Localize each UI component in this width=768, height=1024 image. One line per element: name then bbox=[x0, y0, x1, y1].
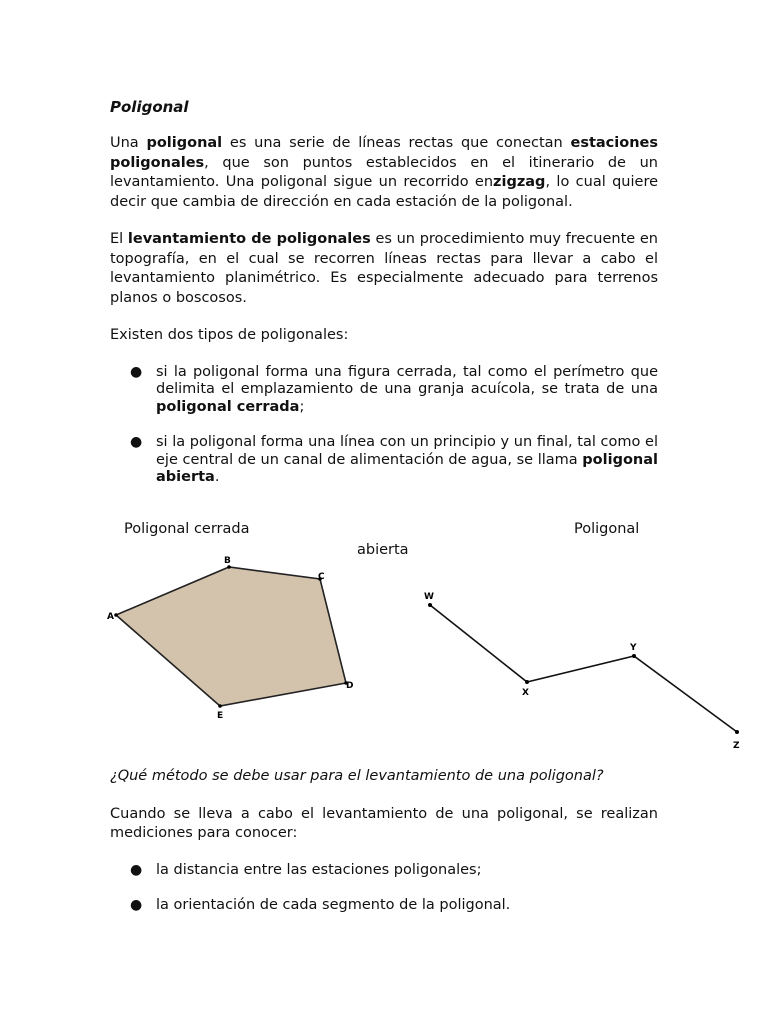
list-item bbox=[110, 897, 658, 915]
caption-open-polygon-cont: abierta bbox=[357, 542, 409, 558]
bold-term: poligonal abierta bbox=[156, 451, 658, 485]
station-label-b: B bbox=[224, 556, 231, 566]
text-run: ; bbox=[299, 398, 305, 415]
paragraph-measurements: Cuando se lleva a cabo el levantamiento de una poligonal, se realizan mediciones para conocer: bbox=[110, 805, 658, 841]
section-title: Poligonal bbox=[110, 98, 189, 116]
station-label-e: E bbox=[217, 711, 224, 721]
bold-term: levantamiento de poligonales bbox=[127, 231, 371, 247]
station-label-w: W bbox=[424, 592, 434, 602]
polygon-figures bbox=[0, 552, 768, 772]
paragraph-survey bbox=[110, 230, 658, 308]
paragraph-definition bbox=[110, 134, 658, 212]
closed-polygon-figure bbox=[107, 556, 353, 721]
text-run: la orientación de cada segmento de la poligonal. bbox=[156, 897, 511, 913]
station-point bbox=[428, 603, 432, 607]
station-label-z: Z bbox=[733, 741, 740, 751]
caption-open-polygon: Poligonal bbox=[574, 521, 640, 537]
caption-closed-polygon: Poligonal cerrada bbox=[124, 521, 250, 537]
station-label-x: X bbox=[522, 688, 529, 698]
station-point bbox=[735, 730, 739, 734]
station-label-c: C bbox=[318, 572, 325, 582]
bullet-icon: ● bbox=[130, 363, 143, 380]
text-run: si la poligonal forma una figura cerrada, tal como el perímetro que delimita el emplazamiento de una granja acuícola, se trata de una bbox=[156, 363, 658, 397]
text-run: la distancia entre las estaciones poligonales; bbox=[156, 861, 482, 878]
bold-term: poligonal bbox=[146, 135, 223, 151]
station-point bbox=[632, 654, 636, 658]
bold-term: estaciones poligonales bbox=[110, 135, 658, 171]
station-point bbox=[525, 680, 529, 684]
bold-term: zigzag bbox=[493, 174, 546, 190]
types-list bbox=[110, 364, 658, 487]
list-item bbox=[110, 364, 658, 417]
bullet-icon: ● bbox=[130, 897, 143, 913]
measurements-list bbox=[110, 862, 658, 915]
text-run: , que son puntos establecidos en el itinerario de un levantamiento. Una poligonal sigue un recorrido en bbox=[110, 154, 658, 190]
paragraph-types-intro: Existen dos tipos de poligonales: bbox=[110, 327, 349, 343]
text-run: El bbox=[110, 231, 128, 247]
document-body-lower bbox=[110, 767, 658, 933]
text-run: . bbox=[214, 469, 220, 485]
text-run: si la poligonal forma una línea con un principio y un final, tal como el eje central de un canal de alimentación de agua, se llama bbox=[156, 434, 658, 468]
text-run: es un procedimiento muy frecuente en topografía, en el cual se recorren líneas rectas para llevar a cabo el levantamiento planimétrico. Es especialmente adecuado para terrenos planos o boscosos. bbox=[110, 231, 658, 306]
bullet-icon: ● bbox=[130, 861, 143, 878]
station-label-a: A bbox=[107, 612, 114, 622]
question-heading: ¿Qué método se debe usar para el levantamiento de una poligonal? bbox=[110, 768, 604, 784]
open-polygon-line bbox=[430, 605, 737, 732]
closed-polygon-shape bbox=[116, 567, 346, 706]
bullet-icon: ● bbox=[130, 434, 143, 450]
station-point bbox=[218, 704, 222, 708]
list-item bbox=[110, 434, 658, 487]
document-body bbox=[110, 98, 658, 505]
station-label-d: D bbox=[346, 681, 354, 691]
text-run: es una serie de líneas rectas que conectan bbox=[222, 135, 571, 151]
text-run: Una bbox=[110, 135, 147, 151]
text-run: , lo cual quiere decir que cambia de dirección en cada estación de la poligonal. bbox=[110, 174, 659, 210]
list-item bbox=[110, 862, 658, 880]
bold-term: poligonal cerrada bbox=[156, 398, 300, 415]
station-point bbox=[114, 613, 118, 617]
open-polygon-figure bbox=[424, 592, 740, 751]
station-label-y: Y bbox=[630, 643, 637, 653]
